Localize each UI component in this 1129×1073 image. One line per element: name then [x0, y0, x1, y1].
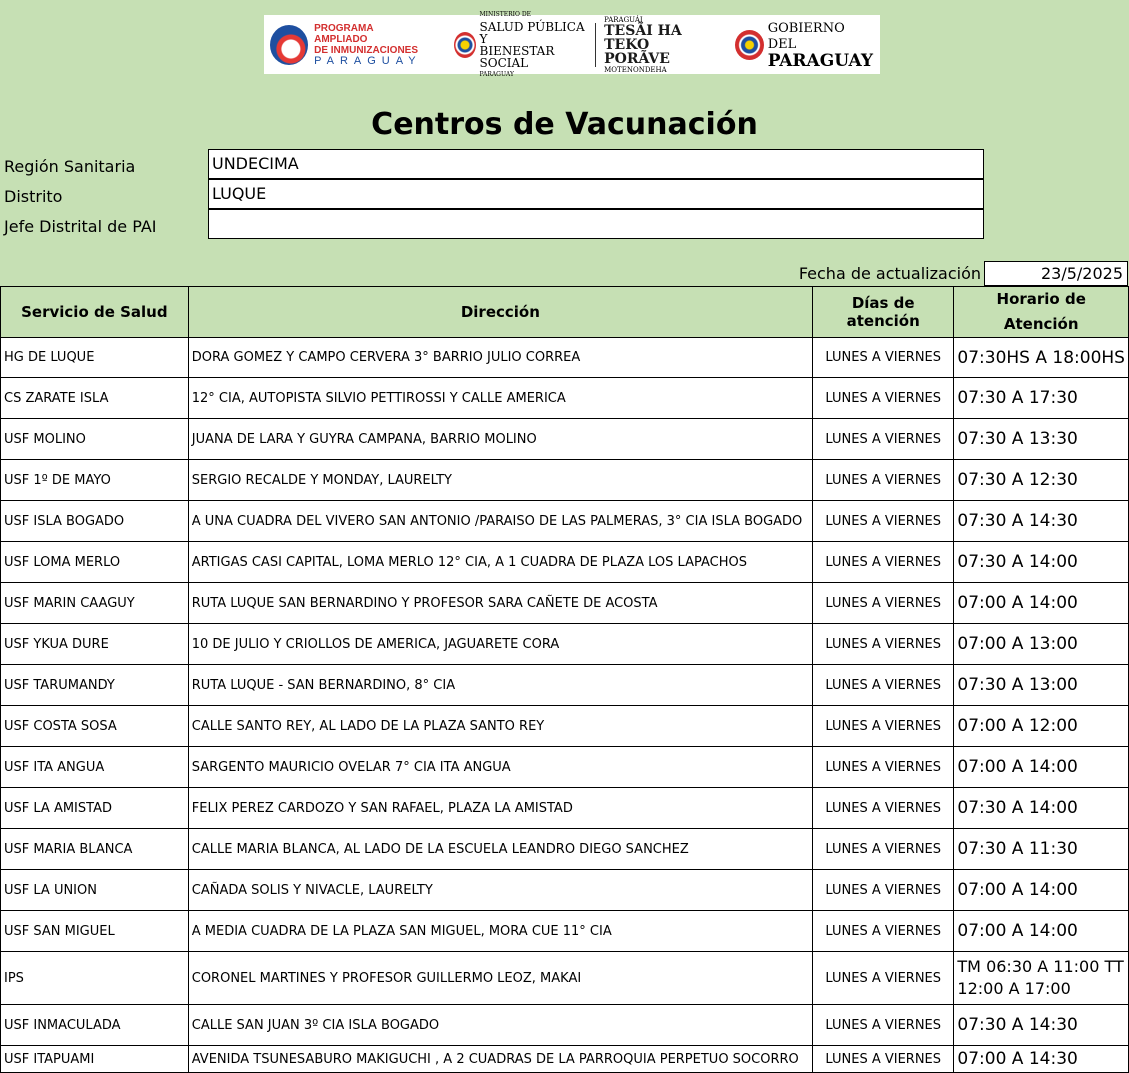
table-row[interactable]	[1, 378, 1129, 419]
national-seal-icon	[454, 32, 476, 58]
table-row[interactable]	[1, 542, 1129, 583]
cell-direccion: DORA GOMEZ Y CAMPO CERVERA 3° BARRIO JULIO CORREA	[188, 338, 812, 378]
ministerio-logo	[454, 10, 588, 78]
cell-dias: LUNES A VIERNES	[813, 501, 954, 542]
cell-direccion: A UNA CUADRA DEL VIVERO SAN ANTONIO /PARAISO DE LAS PALMERAS, 3° CIA ISLA BOGADO	[188, 501, 812, 542]
header-direccion: Dirección	[188, 287, 812, 338]
ministerio-line2: BIENESTAR SOCIAL	[479, 43, 555, 70]
gobierno-seal-icon	[735, 30, 764, 60]
cell-servicio: USF MARIA BLANCA	[1, 829, 189, 870]
table-row[interactable]	[1, 870, 1129, 911]
vaccination-centers-table	[0, 286, 1129, 1073]
pai-logo-line3: PARAGUAY	[314, 54, 422, 67]
cell-direccion: RUTA LUQUE - SAN BERNARDINO, 8° CIA	[188, 665, 812, 706]
cell-horario: 07:30 A 14:30	[954, 501, 1129, 542]
cell-horario: 07:30HS A 18:00HS	[954, 338, 1129, 378]
cell-dias: LUNES A VIERNES	[813, 829, 954, 870]
table-row[interactable]	[1, 501, 1129, 542]
cell-horario: 07:30 A 13:00	[954, 665, 1129, 706]
cell-dias: LUNES A VIERNES	[813, 911, 954, 952]
cell-dias: LUNES A VIERNES	[813, 1005, 954, 1046]
table-row[interactable]	[1, 747, 1129, 788]
logo-banner	[264, 10, 880, 78]
cell-dias: LUNES A VIERNES	[813, 747, 954, 788]
cell-dias: LUNES A VIERNES	[813, 665, 954, 706]
distrito-field[interactable]: LUQUE	[208, 179, 984, 209]
cell-dias: LUNES A VIERNES	[813, 624, 954, 665]
cell-servicio: CS ZARATE ISLA	[1, 378, 189, 419]
cell-horario: 07:00 A 14:00	[954, 583, 1129, 624]
header-dias: Días de atención	[813, 287, 954, 338]
cell-direccion: ARTIGAS CASI CAPITAL, LOMA MERLO 12° CIA, A 1 CUADRA DE PLAZA LOS LAPACHOS	[188, 542, 812, 583]
cell-dias: LUNES A VIERNES	[813, 788, 954, 829]
cell-servicio: USF MARIN CAAGUY	[1, 583, 189, 624]
jefe-field[interactable]	[208, 209, 984, 239]
cell-direccion: RUTA LUQUE SAN BERNARDINO Y PROFESOR SARA CAÑETE DE ACOSTA	[188, 583, 812, 624]
gobierno-line1: GOBIERNO DEL	[767, 20, 845, 52]
update-label: Fecha de actualización	[798, 264, 981, 283]
gobierno-line2: PARAGUAY	[767, 50, 874, 71]
cell-horario: 07:30 A 11:30	[954, 829, 1129, 870]
cell-horario: 07:00 A 13:00	[954, 624, 1129, 665]
cell-direccion: CAÑADA SOLIS Y NIVACLE, LAURELTY	[188, 870, 812, 911]
table-row[interactable]	[1, 1046, 1129, 1073]
table-row[interactable]	[1, 419, 1129, 460]
cell-horario: 07:00 A 14:00	[954, 911, 1129, 952]
table-row[interactable]	[1, 338, 1129, 378]
pai-logo-line1: PROGRAMA AMPLIADO	[314, 22, 374, 45]
tesai-small-top: PARAGUÁI	[604, 15, 643, 24]
cell-horario: 07:00 A 14:00	[954, 747, 1129, 788]
cell-servicio: USF YKUA DURE	[1, 624, 189, 665]
table-row[interactable]	[1, 1005, 1129, 1046]
cell-horario: 07:30 A 17:30	[954, 378, 1129, 419]
cell-horario: 07:30 A 13:30	[954, 419, 1129, 460]
cell-servicio: USF TARUMANDY	[1, 665, 189, 706]
cell-horario: 07:30 A 14:30	[954, 1005, 1129, 1046]
cell-horario: 07:30 A 14:00	[954, 542, 1129, 583]
jefe-label: Jefe Distrital de PAI	[4, 217, 157, 236]
distrito-label: Distrito	[4, 187, 63, 206]
cell-direccion: CORONEL MARTINES Y PROFESOR GUILLERMO LEOZ, MAKAI	[188, 952, 812, 1005]
cell-servicio: USF LOMA MERLO	[1, 542, 189, 583]
cell-servicio: USF 1º DE MAYO	[1, 460, 189, 501]
cell-servicio: HG DE LUQUE	[1, 338, 189, 378]
cell-servicio: USF ITAPUAMI	[1, 1046, 189, 1073]
cell-horario: 07:00 A 14:30	[954, 1046, 1129, 1073]
page-title: Centros de Vacunación	[371, 107, 758, 142]
cell-horario: 07:30 A 14:00	[954, 788, 1129, 829]
logo-divider	[595, 23, 596, 67]
region-field[interactable]: UNDECIMA	[208, 149, 984, 179]
table-row[interactable]	[1, 911, 1129, 952]
cell-servicio: USF COSTA SOSA	[1, 706, 189, 747]
cell-direccion: JUANA DE LARA Y GUYRA CAMPANA, BARRIO MOLINO	[188, 419, 812, 460]
table-row[interactable]	[1, 706, 1129, 747]
ministerio-small-top: MINISTERIO DE	[479, 10, 532, 18]
cell-servicio: USF ISLA BOGADO	[1, 501, 189, 542]
cell-dias: LUNES A VIERNES	[813, 419, 954, 460]
cell-direccion: CALLE SANTO REY, AL LADO DE LA PLAZA SANTO REY	[188, 706, 812, 747]
cell-direccion: FELIX PEREZ CARDOZO Y SAN RAFAEL, PLAZA LA AMISTAD	[188, 788, 812, 829]
table-row[interactable]	[1, 788, 1129, 829]
pai-logo-line2: DE INMUNIZACIONES	[314, 44, 419, 56]
cell-direccion: 12° CIA, AUTOPISTA SILVIO PETTIROSSI Y CALLE AMERICA	[188, 378, 812, 419]
cell-direccion: SARGENTO MAURICIO OVELAR 7° CIA ITA ANGUA	[188, 747, 812, 788]
table-header-row	[1, 287, 1129, 338]
cell-direccion: A MEDIA CUADRA DE LA PLAZA SAN MIGUEL, MORA CUE 11° CIA	[188, 911, 812, 952]
update-date-field[interactable]: 23/5/2025	[984, 261, 1128, 286]
cell-direccion: CALLE MARIA BLANCA, AL LADO DE LA ESCUELA LEANDRO DIEGO SANCHEZ	[188, 829, 812, 870]
cell-dias: LUNES A VIERNES	[813, 952, 954, 1005]
cell-dias: LUNES A VIERNES	[813, 583, 954, 624]
cell-direccion: CALLE SAN JUAN 3º CIA ISLA BOGADO	[188, 1005, 812, 1046]
cell-direccion: 10 DE JULIO Y CRIOLLOS DE AMERICA, JAGUARETE CORA	[188, 624, 812, 665]
cell-dias: LUNES A VIERNES	[813, 870, 954, 911]
cell-horario	[954, 952, 1129, 1005]
ministerio-line1: SALUD PÚBLICA Y	[479, 19, 585, 46]
cell-dias: LUNES A VIERNES	[813, 378, 954, 419]
cell-dias: LUNES A VIERNES	[813, 542, 954, 583]
cell-servicio: USF MOLINO	[1, 419, 189, 460]
table-row[interactable]	[1, 583, 1129, 624]
header-horario: Horario de Atención	[954, 287, 1129, 338]
table-row[interactable]	[1, 665, 1129, 706]
cell-horario: 07:00 A 12:00	[954, 706, 1129, 747]
ministerio-small-bottom: PARAGUAY	[479, 70, 514, 78]
cell-horario: 07:30 A 12:30	[954, 460, 1129, 501]
cell-dias: LUNES A VIERNES	[813, 338, 954, 378]
table-row[interactable]	[1, 624, 1129, 665]
header-servicio: Servicio de Salud	[1, 287, 189, 338]
cell-dias: LUNES A VIERNES	[813, 1046, 954, 1073]
gobierno-logo	[735, 15, 874, 74]
cell-servicio: USF LA UNION	[1, 870, 189, 911]
tesai-line2: PORÃVE	[604, 50, 670, 67]
cell-servicio: USF INMACULADA	[1, 1005, 189, 1046]
table-row[interactable]	[1, 952, 1129, 1005]
table-row[interactable]	[1, 829, 1129, 870]
cell-servicio: USF ITA ANGUA	[1, 747, 189, 788]
cell-horario: 07:00 A 14:00	[954, 870, 1129, 911]
cell-dias: LUNES A VIERNES	[813, 460, 954, 501]
cell-direccion: SERGIO RECALDE Y MONDAY, LAURELTY	[188, 460, 812, 501]
region-label: Región Sanitaria	[4, 157, 136, 176]
cell-dias: LUNES A VIERNES	[813, 706, 954, 747]
pai-logo	[270, 15, 424, 74]
table-row[interactable]	[1, 460, 1129, 501]
tesai-logo	[604, 15, 712, 74]
cell-servicio: IPS	[1, 952, 189, 1005]
tesai-line1: TESÃI HA TEKO	[604, 22, 682, 53]
pai-emblem-icon	[270, 25, 308, 65]
cell-servicio: USF SAN MIGUEL	[1, 911, 189, 952]
cell-horario-text: TM 06:30 A 11:00 TT 12:00 A 17:00	[957, 957, 1124, 998]
cell-direccion: AVENIDA TSUNESABURO MAKIGUCHI , A 2 CUADRAS DE LA PARROQUIA PERPETUO SOCORRO	[188, 1046, 812, 1073]
tesai-small-bottom: MOTENONDEHA	[604, 65, 667, 74]
cell-servicio: USF LA AMISTAD	[1, 788, 189, 829]
